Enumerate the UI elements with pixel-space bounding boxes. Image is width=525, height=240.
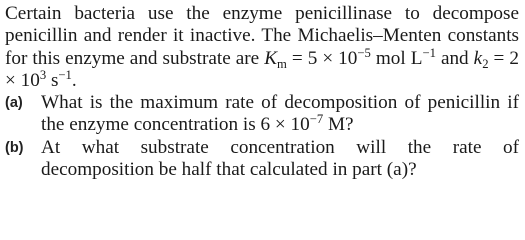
part-a-question [41,92,519,137]
problem-statement [5,3,519,181]
km-exponent: −5 [357,45,371,60]
problem-intro [5,3,519,92]
part-b-question: At what substrate concentration will the rate of decomposition be half that calculated in part (a)? [41,136,519,181]
k2-unit: s [46,69,59,91]
part-b-label: (b) [5,139,24,156]
concentration-exponent: −7 [309,112,324,127]
km-unit-exponent: −1 [422,45,436,60]
k2-subscript: 2 [482,56,489,71]
km-equals: = [286,47,308,69]
part-b [5,137,519,182]
k2-symbol: k [473,47,483,69]
km-subscript: m [277,56,287,71]
intro-end: . [71,69,77,91]
concentration-mantissa: 6 × 10 [260,114,310,136]
k2-exponent: 3 [39,67,47,82]
and-word: and [435,47,474,69]
k2-unit-exponent: −1 [58,67,72,82]
km-mantissa: 5 × 10 [307,47,358,69]
concentration-unit: M? [323,114,354,136]
km-symbol: K [264,47,278,69]
km-unit: mol L [370,47,423,69]
part-a-label: (a) [5,95,23,112]
k2-mantissa: 2 × 10 [5,47,519,91]
part-a [5,92,519,137]
part-a-text: What is the maximum rate of decomposition of penicillin if the enzyme concentration is [41,92,519,136]
k2-equals: = [488,47,510,69]
intro-text: Certain bacteria use the enzyme penicillinase to decompose penicillin and render it inactive. The Michaelis–Menten constants for this enzyme and substrate are [5,3,519,69]
